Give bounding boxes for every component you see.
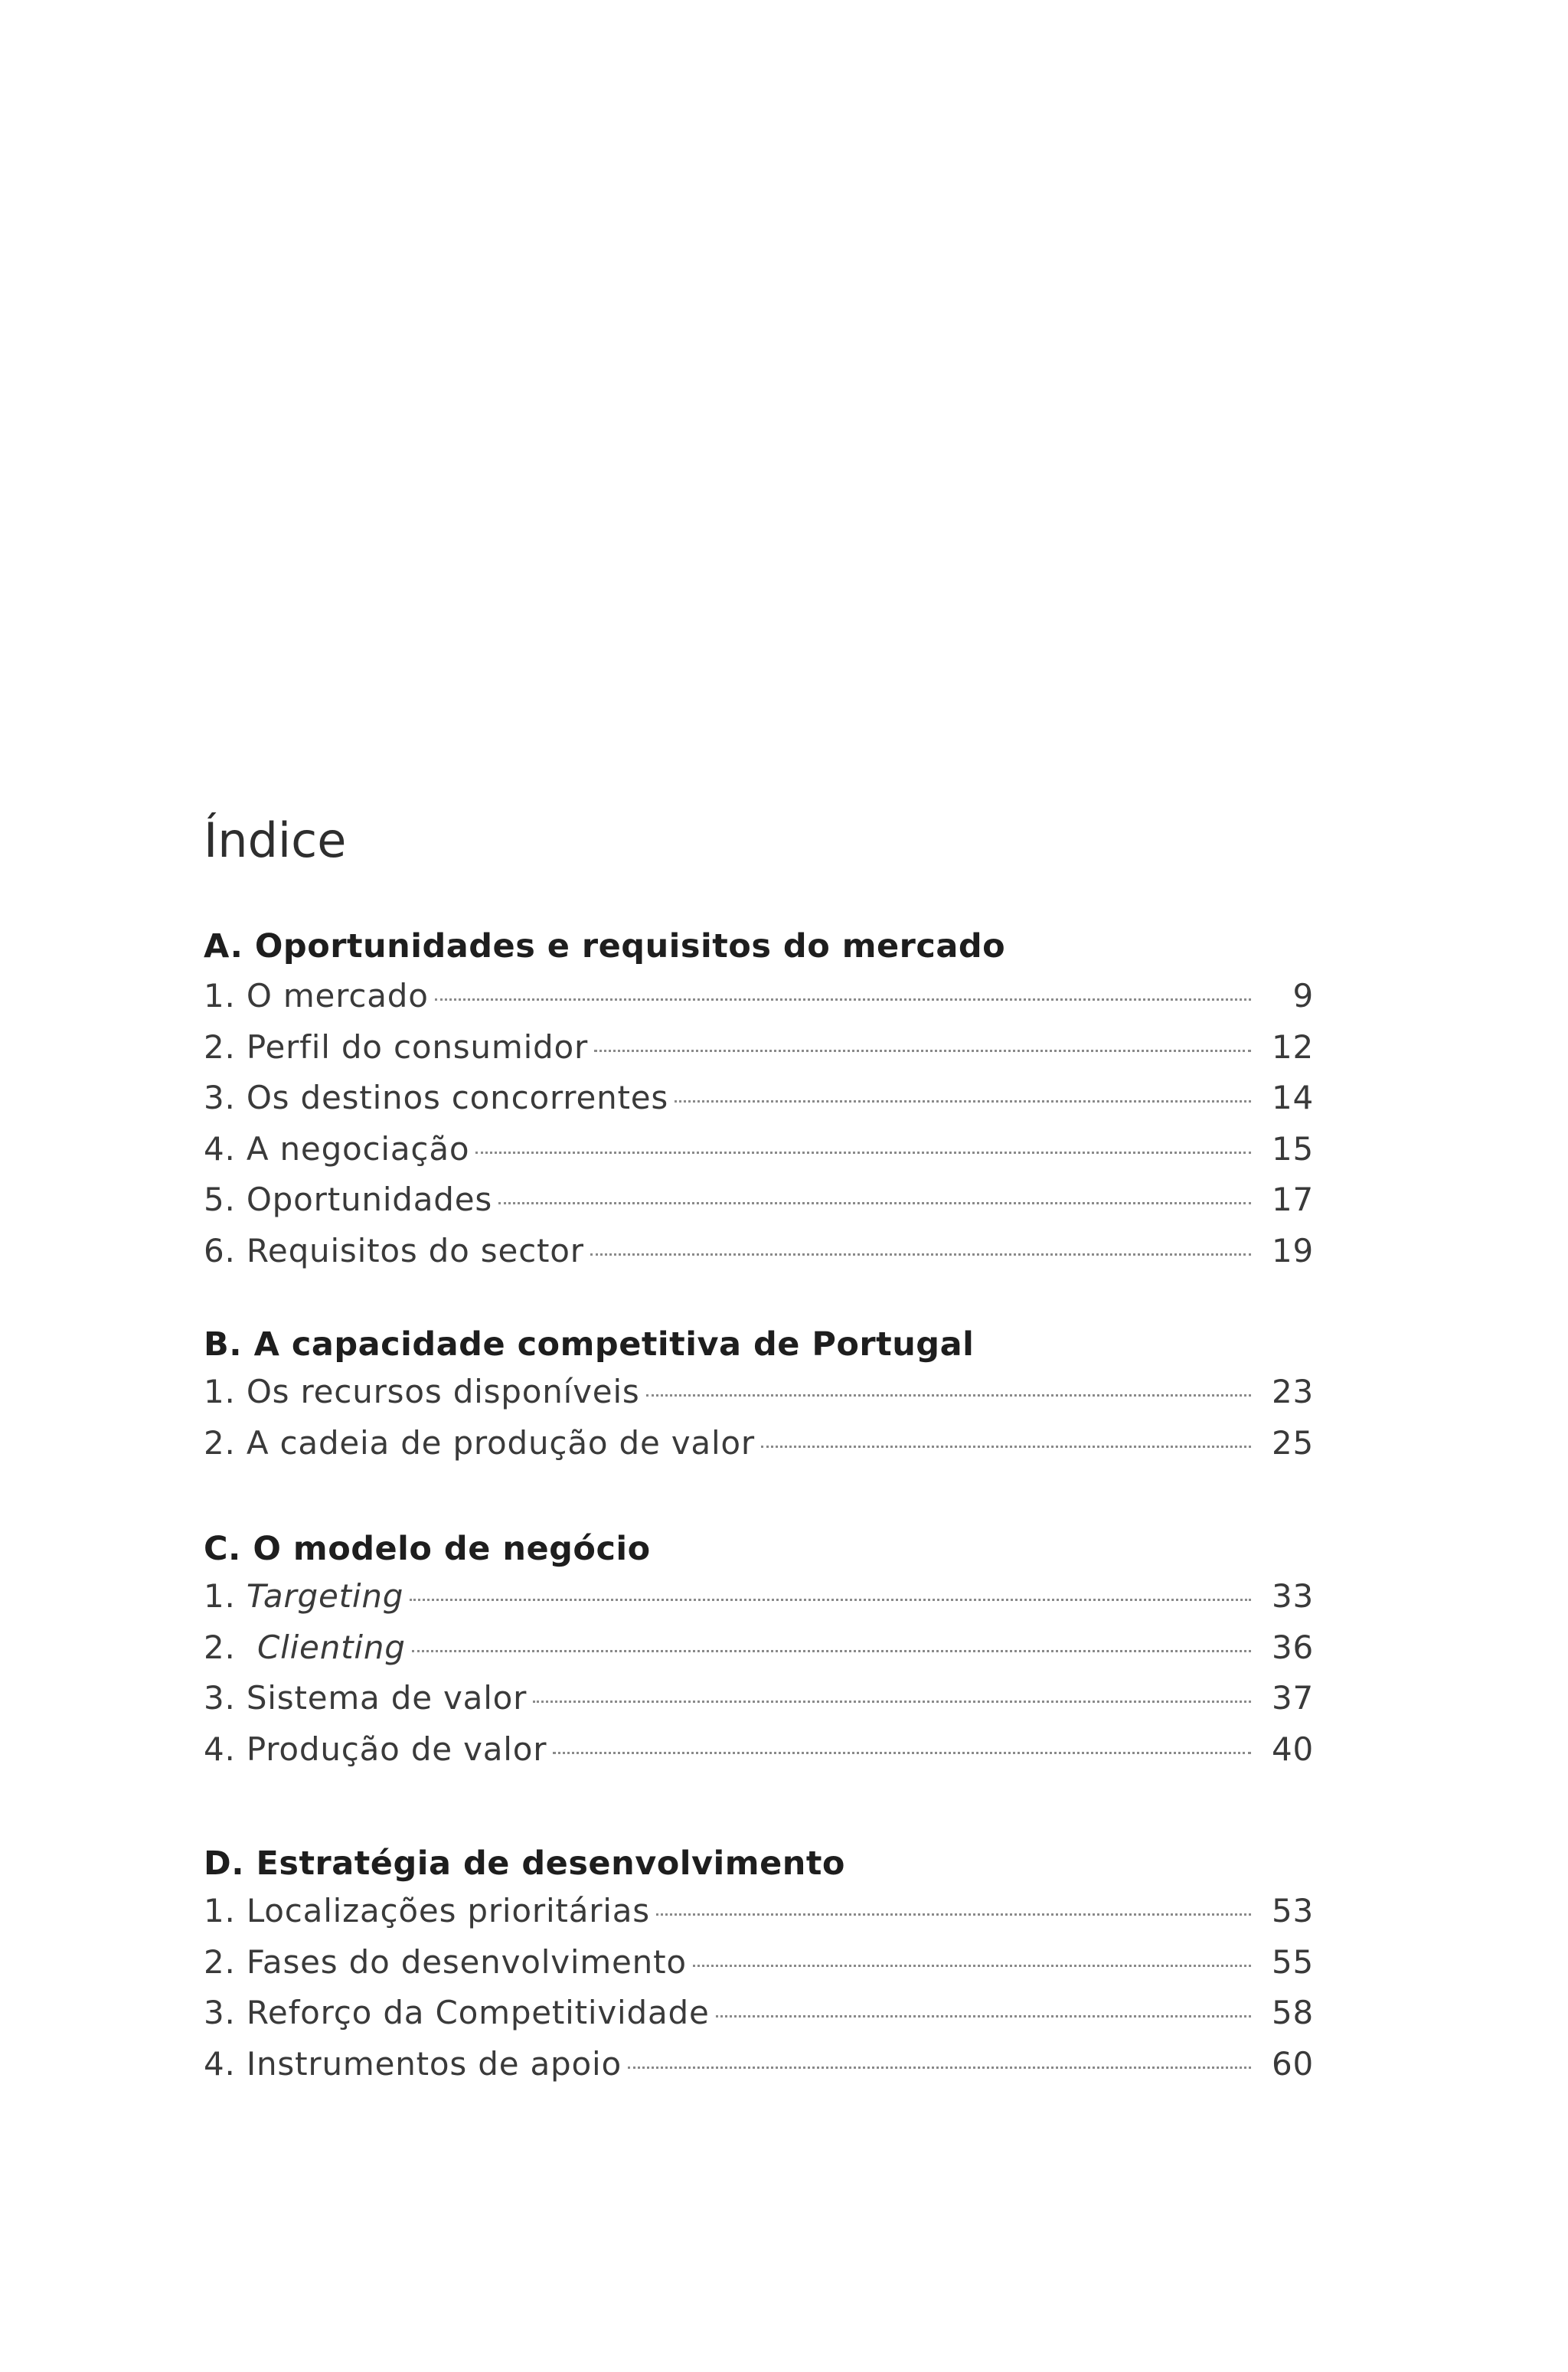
entry-number: 3. xyxy=(204,1994,247,2031)
entry-label: Clienting xyxy=(256,1628,406,1666)
page-number: 25 xyxy=(1271,1423,1314,1462)
page-number: 53 xyxy=(1271,1892,1314,1929)
dot-leader xyxy=(498,1201,1251,1204)
dot-leader xyxy=(533,1700,1251,1703)
toc-entry[interactable] xyxy=(204,2039,1314,2090)
toc-entry[interactable] xyxy=(204,1988,1314,2039)
section-heading: B. A capacidade competitiva de Portugal xyxy=(204,1325,975,1364)
entry-label: Fases do desenvolvimento xyxy=(246,1942,687,1981)
page-number: 14 xyxy=(1271,1079,1314,1116)
page-number: 55 xyxy=(1271,1942,1314,1981)
entry-label: Instrumentos de apoio xyxy=(246,2044,622,2083)
toc-entry[interactable] xyxy=(204,1418,1314,1469)
toc-entry[interactable] xyxy=(204,1073,1314,1124)
toc-entry[interactable] xyxy=(204,1124,1314,1175)
entry-label: Reforço da Competitividade xyxy=(246,1994,710,2031)
entry-label: O mercado xyxy=(246,977,429,1014)
entry-number: 1. xyxy=(204,1892,247,1929)
toc-entry-list xyxy=(204,1367,1314,1469)
section-heading: A. Oportunidades e requisitos do mercado xyxy=(204,927,1006,965)
page-number: 12 xyxy=(1271,1028,1314,1066)
entry-number: 1. xyxy=(204,1577,247,1615)
toc-entry-list xyxy=(204,1886,1314,2089)
entry-number: 4. xyxy=(204,1129,247,1168)
dot-leader xyxy=(590,1253,1251,1256)
toc-entry[interactable] xyxy=(204,1937,1314,1988)
toc-entry[interactable] xyxy=(204,1673,1314,1724)
page-number: 9 xyxy=(1292,977,1314,1014)
toc-entry[interactable] xyxy=(204,1175,1314,1226)
page-number: 36 xyxy=(1271,1628,1314,1666)
page-title: Índice xyxy=(204,812,347,868)
entry-number: 4. xyxy=(204,2044,247,2083)
section-heading: C. O modelo de negócio xyxy=(204,1530,651,1568)
toc-entry-list xyxy=(204,971,1314,1276)
entry-number: 1. xyxy=(204,977,247,1014)
toc-entry[interactable] xyxy=(204,1886,1314,1937)
entry-label: Os recursos disponíveis xyxy=(246,1373,640,1410)
dot-leader xyxy=(412,1649,1251,1652)
dot-leader xyxy=(594,1049,1251,1052)
dot-leader xyxy=(435,998,1251,1001)
entry-label: Oportunidades xyxy=(246,1181,493,1218)
page-number: 58 xyxy=(1271,1994,1314,2031)
toc-section xyxy=(204,1842,1314,2089)
dot-leader xyxy=(410,1598,1251,1601)
entry-number: 1. xyxy=(204,1373,247,1410)
entry-number: 6. xyxy=(204,1231,247,1269)
toc-entry[interactable] xyxy=(204,1724,1314,1776)
entry-number: 4. xyxy=(204,1730,247,1768)
entry-label: A negociação xyxy=(246,1129,470,1168)
entry-number: 2. xyxy=(204,1028,247,1066)
toc-entry[interactable] xyxy=(204,971,1314,1022)
toc-entry[interactable] xyxy=(204,1022,1314,1073)
page-number: 15 xyxy=(1271,1129,1314,1168)
entry-number: 3. xyxy=(204,1079,247,1116)
toc-entry[interactable] xyxy=(204,1571,1314,1622)
dot-leader xyxy=(475,1151,1251,1154)
entry-number: 2. xyxy=(204,1942,247,1981)
dot-leader xyxy=(693,1964,1251,1967)
page-number: 33 xyxy=(1271,1577,1314,1615)
page-number: 17 xyxy=(1271,1181,1314,1218)
page-number: 23 xyxy=(1271,1373,1314,1410)
table-of-contents xyxy=(204,810,1314,2083)
toc-entry[interactable] xyxy=(204,1622,1314,1674)
entry-number: 5. xyxy=(204,1181,247,1218)
toc-section xyxy=(204,1323,1314,1469)
toc-entry[interactable] xyxy=(204,1367,1314,1418)
dot-leader xyxy=(628,2066,1251,2069)
entry-number: 2. xyxy=(204,1628,257,1666)
dot-leader xyxy=(553,1751,1251,1754)
page-number: 19 xyxy=(1271,1231,1314,1269)
dot-leader xyxy=(646,1393,1251,1397)
section-heading: D. Estratégia de desenvolvimento xyxy=(204,1844,845,1883)
dot-leader xyxy=(656,1913,1251,1916)
toc-section xyxy=(204,925,1314,1276)
dot-leader xyxy=(716,2014,1251,2018)
entry-number: 3. xyxy=(204,1679,247,1717)
entry-label: A cadeia de produção de valor xyxy=(246,1423,755,1462)
dot-leader xyxy=(761,1445,1251,1448)
entry-label: Targeting xyxy=(246,1577,404,1615)
page-number: 40 xyxy=(1271,1730,1314,1768)
entry-label: Os destinos concorrentes xyxy=(246,1079,669,1116)
entry-label: Perfil do consumidor xyxy=(246,1028,589,1066)
page-number: 37 xyxy=(1271,1679,1314,1717)
dot-leader xyxy=(675,1099,1251,1103)
entry-number: 2. xyxy=(204,1423,247,1462)
page-number: 60 xyxy=(1271,2044,1314,2083)
entry-label: Localizações prioritárias xyxy=(246,1892,650,1929)
toc-section xyxy=(204,1527,1314,1775)
entry-label: Sistema de valor xyxy=(246,1679,528,1717)
toc-entry[interactable] xyxy=(204,1226,1314,1277)
toc-entry-list xyxy=(204,1571,1314,1775)
entry-label: Produção de valor xyxy=(246,1730,547,1768)
entry-label: Requisitos do sector xyxy=(246,1231,584,1269)
